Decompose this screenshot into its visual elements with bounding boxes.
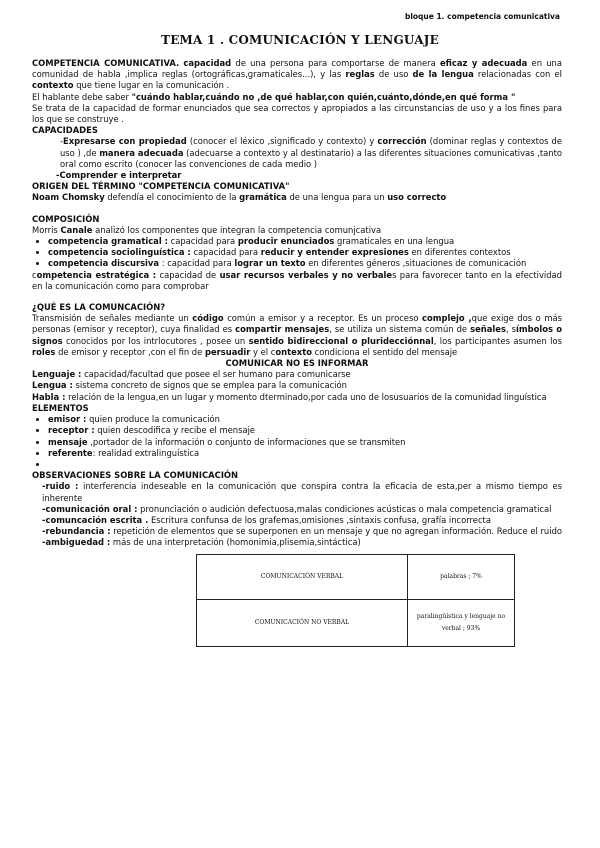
table-cell-value: palabras ; 7% xyxy=(408,554,515,599)
composicion-heading: COMPOSICIÓN xyxy=(32,213,100,224)
table-row xyxy=(197,599,515,646)
list-item: • emisor : quien produce la comunicación xyxy=(48,414,562,425)
table-cell-label: COMUNICACIÓN VERBAL xyxy=(197,554,408,599)
list-item: • referente: realidad extralinguística xyxy=(48,448,562,459)
capacidades-p1: -Expresarse con propiedad (conocer el léxico ,significado y contexto) y corrección (dominar reglas y contextos de uso ) ,de manera adecuada (adecuarse a contexto y al destinatario) a las diferentes situaciones comunicativas ,tanto oral como escrito (conocer las convenciones de cada medio ) xyxy=(60,136,562,169)
capacidades-heading: CAPACIDADES xyxy=(32,125,98,136)
habla-def: Habla : relación de la lengua,en un lugar y momento dterminado,por cada uno de losusuarios de la comunidad linguística xyxy=(32,391,547,402)
table-cell-label: COMUNICACIÓN NO VERBAL xyxy=(197,599,408,646)
list-item xyxy=(48,459,562,470)
obs-ruido: -ruido : interferencia indeseable en la comunicación que conspira contra la eficacia de esta,per a mismo tiempo es inherente xyxy=(42,481,563,503)
list-item: • competencia sociolinguística : capacidad para reducir y entender expresiones en diferentes contextos xyxy=(48,247,562,258)
page-title: TEMA 1 . COMUNICACIÓN Y LENGUAJE xyxy=(161,33,439,47)
document-body xyxy=(32,58,562,647)
composicion-list xyxy=(32,236,562,270)
list-item: • receptor : quien descodifica y recibe el mensaje xyxy=(48,425,562,436)
origen-p1: Noam Chomsky defendía el conocimiento de la gramática de una lengua para un uso correcto xyxy=(32,192,447,203)
obs-oral: -comunicación oral : pronunciación o audición defectuosa,malas condiciones acústicas o mala competencia gramatical xyxy=(42,503,552,514)
competencia-p1: COMPETENCIA COMUNICATIVA. capacidad de una persona para comportarse de manera eficaz y adecuada en una comunidad de habla ,implica reglas (ortográficas,gramaticales...), y las reglas de uso de la lengua relacionadas con el contexto que tiene lugar en la comunicación . xyxy=(32,58,562,91)
comunicacion-table xyxy=(196,554,515,647)
informar-heading: COMUNICAR NO ES INFORMAR xyxy=(225,358,369,369)
composicion-estrategica: competencia estratégica : capacidad de usar recursos verbales y no verbales para favorecer tanto en la efectividad en la comunicación como para comprobar xyxy=(32,269,562,291)
obs-redundancia: -rebundancia : repetición de elementos que se superponen en un mensaje y que no agregan información. Reduce el ruido xyxy=(42,526,563,537)
list-item: • mensaje ,portador de la información o conjunto de informaciones que se transmiten xyxy=(48,437,562,448)
obs-escrita: -comuncación escrita . Escritura confunsa de los grafemas,omisiones ,sintaxis confusa, grafía incorrecta xyxy=(42,514,491,525)
que-es-p1: Transmisión de señales mediante un código común a emisor y a receptor. Es un proceso complejo ,que exige dos o más personas (emisor y receptor), cuya finalidad es compartir mensajes, se utiliza un sistema común de señales, símbolos o signos conocidos por los intrlocutores , posee un sentido bidireccional o pluridecciónnal, los participantes asumen los roles de emisor y receptor ,con el fin de persuadir y el contexto condiciona el sentido del mensaje xyxy=(32,313,563,357)
competencia-p3: Se trata de la capacidad de formar enunciados que sea correctos y apropiados a las circunstancias de uso y a los fines para los que se construye . xyxy=(32,102,562,125)
observaciones-heading: OBSERVACIONES SOBRE LA COMUNICACIÓN xyxy=(32,470,239,481)
table-cell-value: paralingüística y lenguaje no verbal ; 93% xyxy=(408,599,515,646)
competencia-heading: COMPETENCIA COMUNICATIVA. xyxy=(32,58,180,68)
list-item: • competencia gramatical : capacidad para producir enunciados gramaticales en una lengua xyxy=(48,236,562,247)
capacidades-p2: -Comprender e interpretar xyxy=(56,170,182,181)
composicion-intro: Morris Canale analizó los componentes que integran la competencia comunjcativa xyxy=(32,224,382,235)
header-tag: bloque 1. competencia comunicativa xyxy=(404,12,560,21)
list-item: • competencia discursiva : capacidad para lograr un texto en diferentes géneros ,situaciones de comunicación xyxy=(48,258,562,269)
que-es-heading: ¿QUÉ ES LA COMUNCACIÓN? xyxy=(32,302,166,313)
origen-heading: ORIGEN DEL TÉRMINO "COMPETENCIA COMUNICATIVA" xyxy=(32,181,290,192)
lengua-def: Lengua : sistema concreto de signos que se emplea para la comunicación xyxy=(32,380,347,391)
lenguaje-def: Lenguaje : capacidad/facultad que posee el ser humano para comunicarse xyxy=(32,369,351,380)
competencia-p2: El hablante debe saber "cuándo hablar,cuándo no ,de qué hablar,con quién,cuánto,dónde,en qué forma " xyxy=(32,91,516,102)
obs-ambiguedad: -ambiguedad : más de una interpretación (homonimia,plisemia,sintáctica) xyxy=(42,537,361,548)
table-row xyxy=(197,554,515,599)
elementos-heading: ELEMENTOS xyxy=(32,402,89,413)
elementos-list xyxy=(32,414,562,470)
